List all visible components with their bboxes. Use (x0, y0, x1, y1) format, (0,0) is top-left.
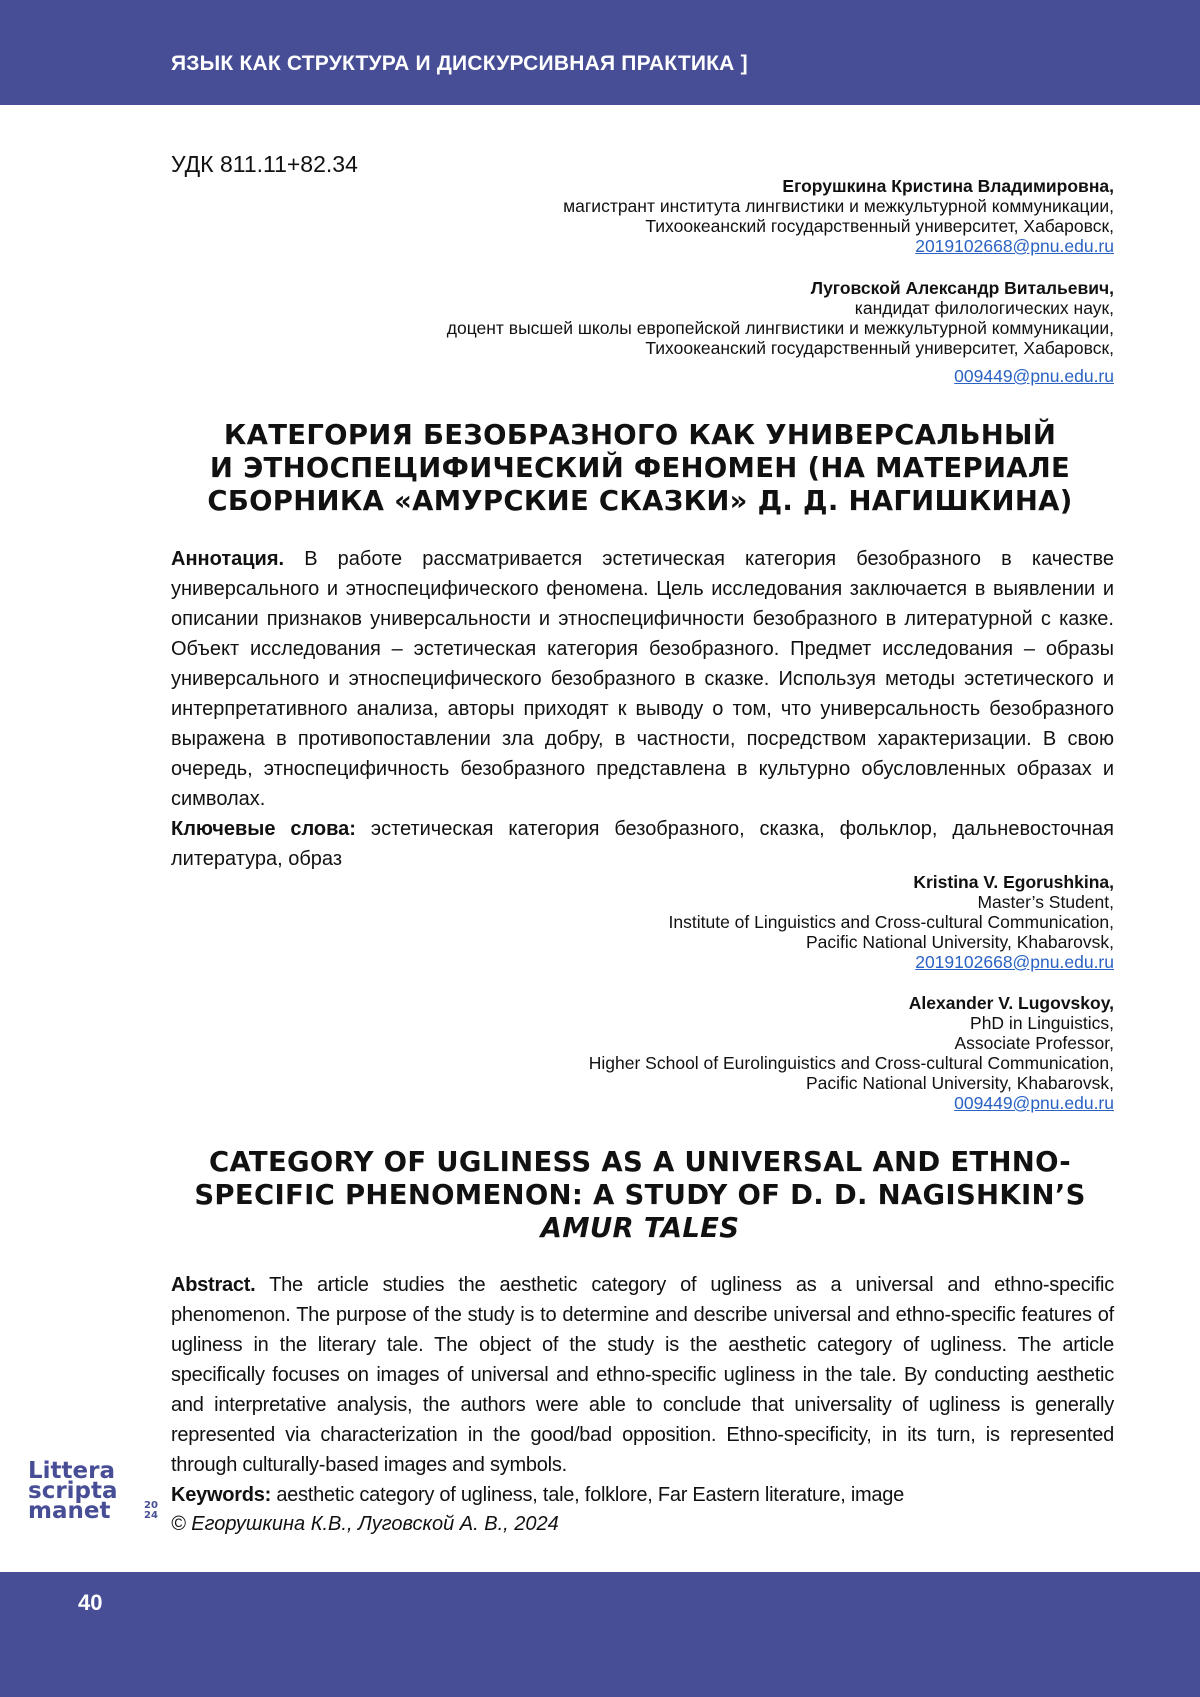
abstract-text: В работе рассматривается эстетическая категория безобразного в качестве универсального и этноспецифического феномена. Цель исследования заключается в выявлении и описании признаков универсальности и этноспецифичности безобразного в литературной с казке. Объект исследования – эстетическая категория безобразного. Предмет исследования – образы универсального и этноспецифического безобразного в сказке. Используя методы эстетического и интерпретативного анализа, авторы приходят к выводу о том, что универсальность безобразного выражена в противопоставлении зла добру, в частности, посредством характеризации. В свою очередь, этноспецифичность безобразного представлена в культурно обусловленных образах и символах. (171, 548, 1114, 810)
abstract-paragraph (171, 1270, 1114, 1480)
journal-logo (27, 1458, 159, 1520)
abstract-paragraph (171, 544, 1114, 814)
abstract-label: Аннотация. (171, 548, 285, 570)
logo-year-bottom: 24 (144, 1510, 158, 1520)
ru-author-lugovskoy (447, 278, 1114, 386)
title-line: СБОРНИКА «АМУРСКИЕ СКАЗКИ» Д. Д. НАГИШКИНА) (207, 485, 1073, 517)
en-article-title (160, 1146, 1120, 1245)
author-university: Pacific National University, Khabarovsk, (806, 932, 1114, 952)
logo-line: Littera (28, 1458, 115, 1484)
title-line-italic: AMUR TALES (540, 1212, 740, 1244)
author-position: Associate Professor, (954, 1033, 1114, 1053)
en-abstract (171, 1270, 1114, 1510)
keywords-text: эстетическая категория безобразного, сказка, фольклор, дальневосточная литература, образ (171, 818, 1114, 870)
en-author-lugovskoy (589, 993, 1114, 1113)
logo-line: scripta (28, 1478, 118, 1504)
ru-abstract (171, 544, 1114, 874)
author-university: Тихоокеанский государственный университет, Хабаровск, (645, 338, 1114, 358)
logo-wordmark (28, 1458, 158, 1520)
author-email-link[interactable]: 009449@pnu.edu.ru (954, 1093, 1114, 1113)
udk-code: УДК 811.11+82.34 (171, 151, 358, 177)
author-affiliation: магистрант института лингвистики и межкультурной коммуникации, (563, 196, 1114, 216)
author-name: Егорушкина Кристина Владимировна, (782, 176, 1114, 196)
author-university: Pacific National University, Khabarovsk, (806, 1073, 1114, 1093)
abstract-label: Abstract. (171, 1274, 256, 1296)
author-affiliation: Institute of Linguistics and Cross-cultural Communication, (668, 912, 1114, 932)
author-position: Master’s Student, (977, 892, 1114, 912)
running-head: ЯЗЫК КАК СТРУКТУРА И ДИСКУРСИВНАЯ ПРАКТИКА ] (171, 52, 748, 75)
title-line: SPECIFIC PHENOMENON: A STUDY OF D. D. NAGISHKIN’S (194, 1179, 1086, 1211)
title-line: КАТЕГОРИЯ БЕЗОБРАЗНОГО КАК УНИВЕРСАЛЬНЫЙ (223, 419, 1057, 451)
author-name: Alexander V. Lugovskoy, (908, 993, 1114, 1013)
footer-band (0, 1572, 1200, 1697)
author-affiliation: Higher School of Eurolinguistics and Cross-cultural Communication, (588, 1053, 1114, 1073)
logo-line: manet (28, 1498, 111, 1520)
title-line: CATEGORY OF UGLINESS AS A UNIVERSAL AND ETHNO- (208, 1146, 1072, 1178)
copyright-notice: © Егорушкина К.В., Луговской А. В., 2024 (171, 1513, 559, 1535)
keywords-paragraph (171, 814, 1114, 874)
author-name: Kristina V. Egorushkina, (913, 872, 1114, 892)
ru-article-title (160, 419, 1120, 518)
keywords-label: Ключевые слова: (171, 818, 356, 840)
author-degree: PhD in Linguistics, (970, 1013, 1114, 1033)
logo-year-top: 20 (144, 1500, 158, 1511)
author-position: доцент высшей школы европейской лингвистики и межкультурной коммуникации, (446, 318, 1114, 338)
author-email-link[interactable]: 2019102668@pnu.edu.ru (915, 236, 1114, 256)
author-email-link[interactable]: 009449@pnu.edu.ru (954, 366, 1114, 386)
author-degree: кандидат филологических наук, (854, 298, 1114, 318)
title-line: И ЭТНОСПЕЦИФИЧЕСКИЙ ФЕНОМЕН (НА МАТЕРИАЛЕ (209, 452, 1071, 484)
ru-author-egorushkina (563, 176, 1114, 256)
page-number: 40 (78, 1590, 103, 1615)
keywords-text: aesthetic category of ugliness, tale, folklore, Far Eastern literature, image (276, 1484, 905, 1506)
abstract-text: The article studies the aesthetic category of ugliness as a universal and ethno-specific phenomenon. The purpose of the study is to determine and describe universal and ethno-specific features of ugliness in the literary tale. The object of the study is the aesthetic category of ugliness. The article specifically focuses on images of universal and ethno-specific ugliness in the tale. By conducting aesthetic and interpretative analysis, the authors were able to conclude that universality of ugliness is generally represented via characterization in the good/bad opposition. Ethno-specificity, in its turn, is represented through culturally-based images and symbols. (171, 1274, 1114, 1476)
author-university: Тихоокеанский государственный университет, Хабаровск, (645, 216, 1114, 236)
keywords-paragraph (171, 1480, 1114, 1510)
author-email-link[interactable]: 2019102668@pnu.edu.ru (915, 952, 1114, 972)
keywords-label: Keywords: (171, 1484, 271, 1506)
en-author-egorushkina (669, 872, 1114, 972)
author-name: Луговской Александр Витальевич, (810, 278, 1114, 298)
